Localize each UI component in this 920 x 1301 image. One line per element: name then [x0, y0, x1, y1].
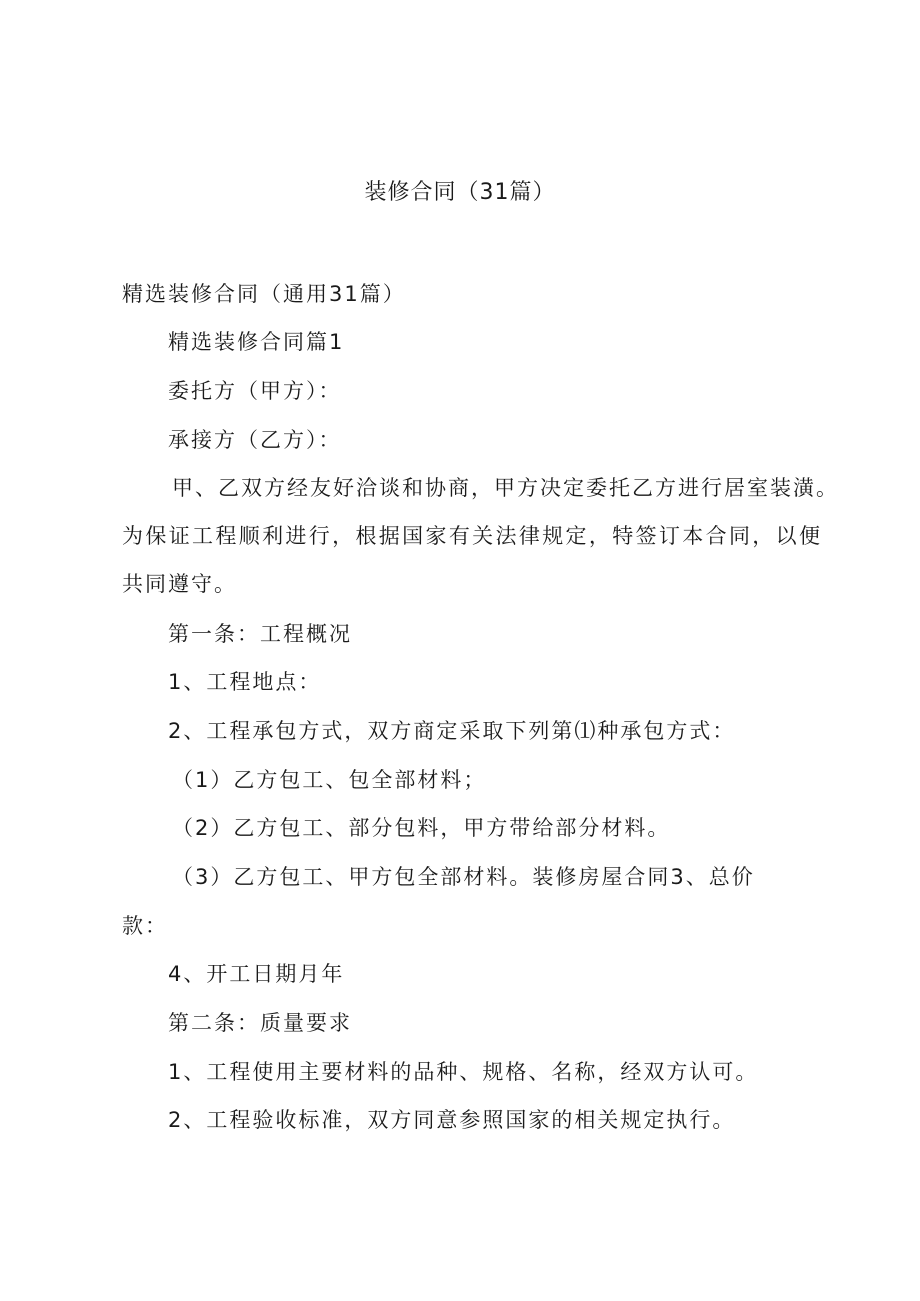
article-2-item-1: 1、工程使用主要材料的品种、规格、名称，经双方认可。 [168, 1060, 759, 1084]
document-subtitle: 精选装修合同（通用31篇） [122, 282, 406, 306]
article-1-item-1: 1、工程地点： [168, 670, 322, 694]
client-party-line: 委托方（甲方）： [168, 379, 342, 403]
article-1-heading: 第一条：工程概况 [168, 622, 352, 646]
intro-paragraph-line-2: 为保证工程顺利进行，根据国家有关法律规定，特签订本合同，以便 [122, 524, 822, 548]
article-1-item-2: 2、工程承包方式，双方商定采取下列第⑴种承包方式： [168, 719, 736, 743]
section-heading: 精选装修合同篇1 [168, 330, 345, 354]
intro-paragraph-line-3: 共同遵守。 [122, 572, 237, 596]
option-3-line-2: 款： [122, 914, 168, 938]
article-2-heading: 第二条：质量要求 [168, 1011, 352, 1035]
article-1-item-4: 4、开工日期月年 [168, 962, 345, 986]
intro-paragraph-line-1: 甲、乙双方经友好洽谈和协商，甲方决定委托乙方进行居室装潢。 [172, 476, 839, 500]
article-2-item-2: 2、工程验收标准，双方同意参照国家的相关规定执行。 [168, 1108, 736, 1132]
option-1: （1）乙方包工、包全部材料； [172, 768, 487, 792]
option-2: （2）乙方包工、部分包料，甲方带给部分材料。 [172, 816, 671, 840]
option-3-line-1: （3）乙方包工、甲方包全部材料。装修房屋合同3、总价 [172, 865, 755, 889]
contractor-party-line: 承接方（乙方）： [168, 428, 342, 452]
document-title: 装修合同（31篇） [364, 180, 556, 205]
